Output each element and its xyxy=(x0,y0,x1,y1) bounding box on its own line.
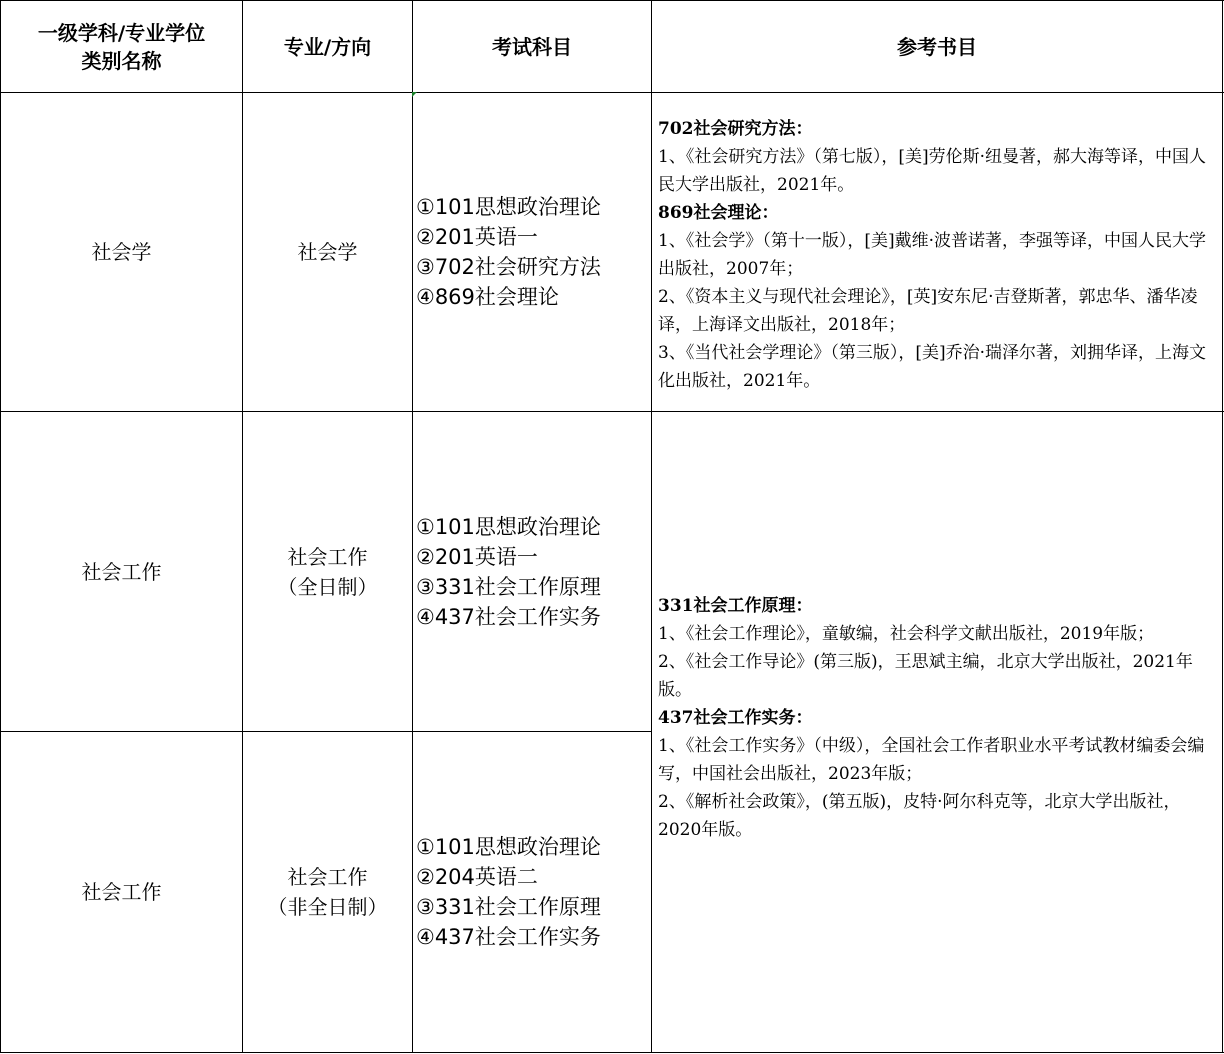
row2-discipline xyxy=(1,412,242,731)
header-major-label: 专业/方向 xyxy=(283,34,372,59)
row3-discipline xyxy=(1,732,242,1052)
book-heading-437: 437社会工作实务： xyxy=(658,708,813,728)
row2-subject-1: ①101思想政治理论 xyxy=(416,514,601,539)
book-heading-702: 702社会研究方法： xyxy=(658,119,813,139)
book-item-869-1: 1、《社会学》（第十一版），[美]戴维·波普诺著，李强等译，中国人民大学出版社，2007年； xyxy=(658,231,1206,279)
header-books-label: 参考书目 xyxy=(897,34,977,59)
row2-major-line1: 社会工作 xyxy=(287,544,368,569)
book-item-331-1: 1、《社会工作理论》，童敏编，社会科学文献出版社，2019年版； xyxy=(658,624,1155,644)
row3-major xyxy=(243,732,412,1052)
header-discipline-line2: 类别名称 xyxy=(81,48,162,73)
row3-subject-2: ②204英语二 xyxy=(416,865,538,889)
row3-major-line2: （非全日制） xyxy=(267,895,388,919)
social-work-books xyxy=(652,412,1222,1052)
book-heading-331: 331社会工作原理： xyxy=(658,596,813,616)
row1-books xyxy=(652,93,1222,411)
row2-subject-3: ③331社会工作原理 xyxy=(416,574,601,599)
row2-subject-4: ④437社会工作实务 xyxy=(416,604,601,629)
row1-subject-1: ①101思想政治理论 xyxy=(416,195,601,219)
row3-discipline-text: 社会工作 xyxy=(81,880,162,904)
book-item-437-2: 2、《解析社会政策》，(第五版)，皮特·阿尔科克等，北京大学出版社，2020年版。 xyxy=(658,792,1181,840)
row1-discipline xyxy=(1,93,242,411)
row2-subject-2: ②201英语一 xyxy=(416,544,538,569)
row1-subject-3: ③702社会研究方法 xyxy=(416,255,601,279)
row1-subjects xyxy=(413,93,651,411)
row3-subjects xyxy=(413,732,651,1052)
book-item-437-1: 1、《社会工作实务》（中级），全国社会工作者职业水平考试教材编委会编写，中国社会出版社，2023年版； xyxy=(658,736,1205,784)
book-item-702-1: 1、《社会研究方法》（第七版），[美]劳伦斯·纽曼著，郝大海等译，中国人民大学出版社，2021年。 xyxy=(658,147,1206,195)
row2-major xyxy=(243,412,412,731)
header-subjects xyxy=(413,1,651,92)
row3-subject-1: ①101思想政治理论 xyxy=(416,835,601,859)
row2-discipline-text: 社会工作 xyxy=(81,559,162,584)
border-right xyxy=(1222,0,1223,1053)
row1-major xyxy=(243,93,412,411)
book-heading-869: 869社会理论： xyxy=(658,203,779,223)
row1-subject-4: ④869社会理论 xyxy=(416,285,559,309)
header-major xyxy=(243,1,412,92)
header-discipline xyxy=(1,1,242,92)
book-item-869-2: 2、《资本主义与现代社会理论》，[英]安东尼·吉登斯著，郭忠华、潘华凌译，上海译文出版社，2018年； xyxy=(658,287,1198,335)
row1-major-text: 社会学 xyxy=(297,240,358,264)
row2-major-line2: （全日制） xyxy=(277,574,378,599)
row2-subjects xyxy=(413,412,651,731)
header-books xyxy=(652,1,1222,92)
header-subjects-label: 考试科目 xyxy=(492,34,572,59)
book-item-331-2: 2、《社会工作导论》(第三版)，王思斌主编，北京大学出版社，2021年版。 xyxy=(658,652,1193,700)
book-item-869-3: 3、《当代社会学理论》（第三版），[美]乔治·瑞泽尔著，刘拥华译，上海文化出版社，2021年。 xyxy=(658,343,1206,391)
header-discipline-line1: 一级学科/专业学位 xyxy=(37,20,206,45)
border-bottom xyxy=(0,1052,1224,1053)
row3-subject-4: ④437社会工作实务 xyxy=(416,925,601,949)
row3-major-line1: 社会工作 xyxy=(287,865,368,889)
row1-subject-2: ②201英语一 xyxy=(416,225,538,249)
row1-discipline-text: 社会学 xyxy=(91,240,152,264)
row3-subject-3: ③331社会工作原理 xyxy=(416,895,601,919)
